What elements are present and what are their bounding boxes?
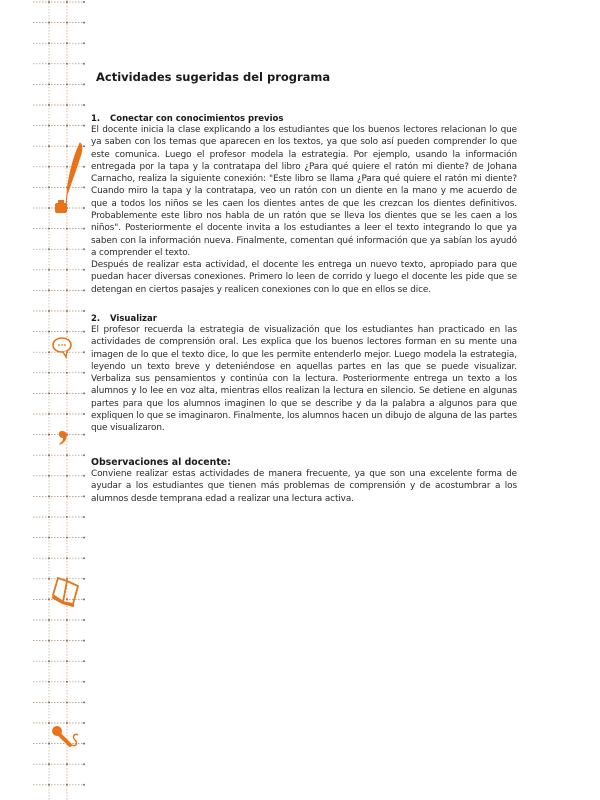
- grid-tick: [83, 578, 85, 580]
- grid-tick: [66, 42, 68, 44]
- grid-tick: [83, 454, 85, 456]
- grid-tick: [48, 331, 50, 333]
- grid-tick: [48, 475, 50, 477]
- grid-tick: [83, 125, 85, 127]
- grid-tick: [83, 310, 85, 312]
- grid-tick: [83, 681, 85, 683]
- grid-tick: [66, 598, 68, 600]
- grid-tick: [83, 207, 85, 209]
- grid-tick: [83, 1, 85, 3]
- grid-tick: [83, 104, 85, 106]
- grid-tick: [48, 186, 50, 188]
- grid-tick: [48, 248, 50, 250]
- grid-tick: [83, 516, 85, 518]
- grid-tick: [83, 42, 85, 44]
- grid-tick: [48, 660, 50, 662]
- grid-tick: [48, 598, 50, 600]
- grid-tick: [66, 331, 68, 333]
- grid-tick: [83, 248, 85, 250]
- grid-tick: [48, 454, 50, 456]
- grid-tick: [48, 310, 50, 312]
- grid-tick: [83, 722, 85, 724]
- grid-tick: [66, 454, 68, 456]
- grid-tick: [66, 640, 68, 642]
- grid-tick: [83, 269, 85, 271]
- grid-tick: [83, 640, 85, 642]
- grid-tick: [48, 351, 50, 353]
- observations-heading: Observaciones al docente:: [91, 457, 231, 468]
- grid-tick: [48, 763, 50, 765]
- grid-tick: [48, 166, 50, 168]
- section-1-paragraph-1: El docente inicia la clase explicando a los estudiantes que los buenos lectores relacionan lo que ya saben con los temas que aparecen en los textos, ya que solo así pueden comprender lo que este comunica. Luego el profesor modela la estrategia. Por ejemplo, usando la información entregada por la tapa y la contratapa del libro ¿Para qué quiere el ratón mi diente? de Johana Carnacho, realiza la siguiente conexión: "Este libro se llama ¿Para qué quiere el ratón mi diente? Cuando miro la tapa y la contratapa, veo un ratón con un diente en la mano y me acuerdo de que a todos los niños se les caen los dientes antes de que les crezcan los dientes definitivos. Probablemente este libro nos habla de un ratón que se lleva los dientes que se les caen a los niños". Posteriormente el docente invita a los estudiantes a leer el texto integrando lo que ya saben con la información nueva. Finalmente, comentan qué información que ya sabían los ayudó a comprender el texto.: [91, 125, 517, 258]
- grid-tick: [66, 578, 68, 580]
- grid-tick: [83, 763, 85, 765]
- grid-tick: [83, 784, 85, 786]
- grid-tick: [66, 269, 68, 271]
- grid-tick: [83, 63, 85, 65]
- grid-tick: [83, 392, 85, 394]
- grid-tick: [48, 145, 50, 147]
- grid-tick: [48, 63, 50, 65]
- grid-tick: [66, 83, 68, 85]
- quill-icon: [66, 143, 82, 205]
- grid-tick: [48, 516, 50, 518]
- grid-tick: [66, 537, 68, 539]
- grid-tick: [48, 392, 50, 394]
- grid-tick: [48, 537, 50, 539]
- grid-tick: [48, 1, 50, 3]
- grid-tick: [66, 310, 68, 312]
- inkpot-icon: [55, 200, 67, 213]
- grid-tick: [48, 22, 50, 24]
- grid-tick: [48, 743, 50, 745]
- grid-tick: [83, 743, 85, 745]
- grid-tick: [66, 228, 68, 230]
- grid-tick: [83, 166, 85, 168]
- grid-tick: [83, 228, 85, 230]
- grid-tick: [83, 598, 85, 600]
- speech-bubble-icon: [53, 338, 71, 357]
- grid-tick: [66, 619, 68, 621]
- grid-tick: [66, 104, 68, 106]
- grid-tick: [83, 660, 85, 662]
- grid-tick: [66, 125, 68, 127]
- grid-tick: [48, 557, 50, 559]
- grid-tick: [48, 434, 50, 436]
- grid-tick: [48, 578, 50, 580]
- grid-tick: [66, 516, 68, 518]
- grid-tick: [83, 289, 85, 291]
- section-heading-visualize: 2. Visualizar: [91, 314, 157, 324]
- grid-tick: [48, 269, 50, 271]
- section-heading-connect: 1. Conectar con conocimientos previos: [91, 114, 284, 124]
- grid-tick: [83, 83, 85, 85]
- grid-tick: [48, 640, 50, 642]
- grid-tick: [66, 392, 68, 394]
- grid-tick: [48, 681, 50, 683]
- microphone-icon: [52, 726, 78, 746]
- grid-tick: [66, 701, 68, 703]
- grid-tick: [48, 125, 50, 127]
- grid-tick: [48, 722, 50, 724]
- grid-tick: [48, 289, 50, 291]
- grid-tick: [48, 372, 50, 374]
- grid-tick: [48, 83, 50, 85]
- grid-tick: [83, 537, 85, 539]
- decorative-margin-grid: [0, 0, 100, 800]
- grid-tick: [66, 248, 68, 250]
- grid-tick: [66, 413, 68, 415]
- grid-tick: [66, 763, 68, 765]
- section-1-paragraph-2: Después de realizar esta actividad, el docente les entrega un nuevo texto, apropiado para que puedan hacer diversas conexiones. Primero lo leen de corrido y luego el docente les pide que se detengan en ciertos pasajes y realicen conexiones con lo que en ellos se dice.: [91, 260, 517, 295]
- book-icon: [52, 578, 78, 606]
- grid-tick: [83, 22, 85, 24]
- grid-tick: [66, 722, 68, 724]
- grid-tick: [83, 495, 85, 497]
- grid-tick: [48, 42, 50, 44]
- grid-tick: [83, 475, 85, 477]
- grid-tick: [66, 557, 68, 559]
- page-title: Actividades sugeridas del programa: [96, 70, 331, 84]
- grid-tick: [83, 145, 85, 147]
- grid-tick: [66, 660, 68, 662]
- grid-tick: [83, 372, 85, 374]
- grid-tick: [83, 557, 85, 559]
- grid-tick: [66, 145, 68, 147]
- grid-tick: [83, 351, 85, 353]
- grid-tick: [83, 701, 85, 703]
- grid-tick: [83, 331, 85, 333]
- grid-tick: [48, 495, 50, 497]
- grid-tick: [66, 372, 68, 374]
- grid-tick: [66, 22, 68, 24]
- grid-tick: [48, 207, 50, 209]
- grid-tick: [66, 475, 68, 477]
- grid-tick: [83, 186, 85, 188]
- grid-tick: [48, 104, 50, 106]
- grid-tick: [83, 413, 85, 415]
- grid-tick: [66, 784, 68, 786]
- grid-tick: [83, 434, 85, 436]
- grid-tick: [66, 63, 68, 65]
- comma-icon: [59, 431, 67, 445]
- grid-tick: [48, 619, 50, 621]
- grid-tick: [66, 495, 68, 497]
- grid-tick: [48, 413, 50, 415]
- grid-tick: [66, 1, 68, 3]
- grid-tick: [66, 166, 68, 168]
- grid-tick: [48, 701, 50, 703]
- grid-tick: [66, 681, 68, 683]
- grid-tick: [66, 289, 68, 291]
- grid-tick: [48, 784, 50, 786]
- observations-paragraph: Conviene realizar estas actividades de manera frecuente, ya que son una excelente forma de ayudar a los estudiantes que tienen más problemas de comprensión y de acostumbrar a los alumnos desde temprana edad a realizar una lectura activa.: [91, 469, 517, 504]
- section-2-paragraph-1: El profesor recuerda la estrategia de visualización que los estudiantes han practicado en las actividades de comprensión oral. Les explica que los buenos lectores forman en su mente una imagen de lo que el texto dice, lo que les permite entenderlo mejor. Luego modela la estrategia, leyendo un texto breve y deteniéndose en aquellas partes en las que se puede visualizar. Verbaliza sus pensamientos y continúa con la lectura. Posteriormente entrega un texto a los alumnos y lo lee en voz alta, mientras ellos realizan la lectura en silencio. Se detiene en algunas partes para que los alumnos imaginen lo que se describe y da la palabra a algunos para que expliquen lo que se imaginaron. Finalmente, los alumnos hacen un dibujo de alguna de las partes que visualizaron.: [91, 325, 517, 434]
- grid-tick: [83, 619, 85, 621]
- grid-tick: [48, 228, 50, 230]
